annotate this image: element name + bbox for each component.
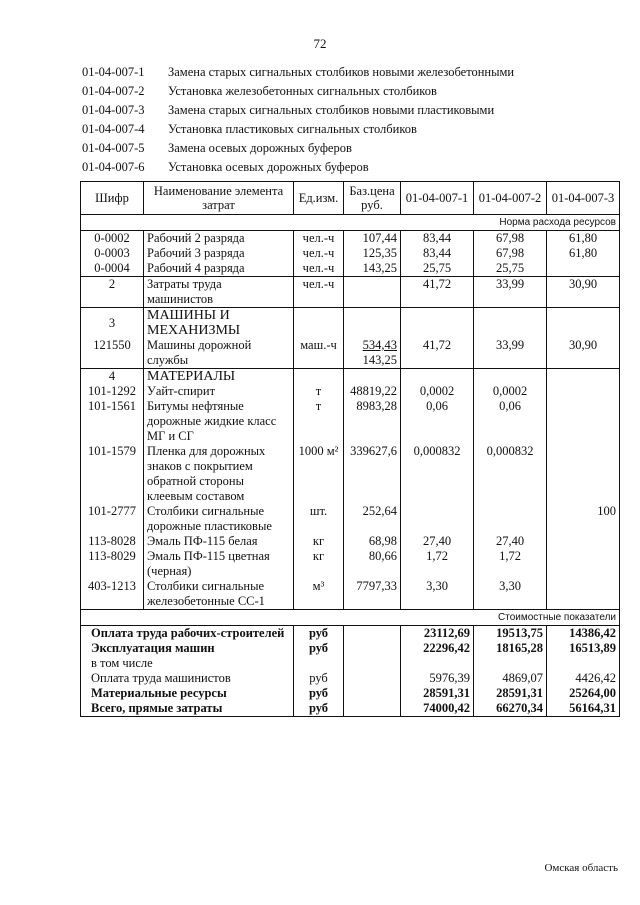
machine-price-bottom: 143,25	[362, 353, 397, 367]
code-item: 01-04-007-6 Установка осевых дорожных буферов	[82, 160, 369, 174]
resource-table	[80, 181, 620, 717]
table-header	[81, 182, 620, 215]
code-item: 01-04-007-4 Установка пластиковых сигнальных столбиков	[82, 122, 417, 136]
header-name: Наименование элемента затрат	[144, 182, 294, 215]
code-item: 01-04-007-1 Замена старых сигнальных столбиков новыми железобетонными	[82, 65, 515, 79]
section-2-row: 2 Затраты труда машинистов чел.-ч 41,72 33,99 30,90	[81, 277, 620, 308]
header-price: Баз.цена руб.	[344, 182, 401, 215]
table-row: 0-0004 Рабочий 4 разряда чел.-ч 143,25 25,75 25,75	[81, 261, 620, 277]
header-cipher: Шифр	[81, 182, 144, 215]
totals-row: Оплата труда рабочих-строителей руб 23112,69 19513,75 14386,42	[81, 626, 620, 642]
header-col-3: 01-04-007-3	[547, 182, 620, 215]
section-4-header: 4 МАТЕРИАЛЫ	[81, 369, 620, 385]
totals-row: Всего, прямые затраты руб 74000,42 66270,34 56164,31	[81, 701, 620, 717]
table-row: 101-2777 Столбики сигнальные дорожные пластиковые шт. 252,64 100	[81, 504, 620, 534]
cost-subheader: Стоимостные показатели	[81, 610, 620, 626]
table-row: 101-1292 Уайт-спирит т 48819,22 0,0002 0,0002	[81, 384, 620, 399]
norm-subheader: Норма расхода ресурсов	[81, 215, 620, 231]
footer-region: Омская область	[544, 862, 618, 874]
code-item: 01-04-007-5 Замена осевых дорожных буферов	[82, 141, 352, 155]
table-row: 101-1561 Битумы нефтяные дорожные жидкие класс МГ и СГ т 8983,28 0,06 0,06	[81, 399, 620, 444]
table-row: 0-0002 Рабочий 2 разряда чел.-ч 107,44 83,44 67,98 61,80	[81, 231, 620, 247]
page-number: 72	[313, 36, 327, 51]
table-row: 101-1579 Пленка для дорожных знаков с покрытием обратной стороны клеевым составом 1000 м² 339627,6 0,000832 0,000832	[81, 444, 620, 504]
totals-subnote: в том числе	[91, 656, 153, 670]
code-item: 01-04-007-3 Замена старых сигнальных столбиков новыми пластиковыми	[82, 103, 495, 117]
table-row: 113-8029 Эмаль ПФ-115 цветная (черная) кг 80,66 1,72 1,72	[81, 549, 620, 579]
table-row: 0-0003 Рабочий 3 разряда чел.-ч 125,35 83,44 67,98 61,80	[81, 246, 620, 261]
header-col-2: 01-04-007-2	[474, 182, 547, 215]
header-col-1: 01-04-007-1	[401, 182, 474, 215]
header-unit: Ед.изм.	[294, 182, 344, 215]
table-row: 403-1213 Столбики сигнальные железобетонные СС-1 м³ 7797,33 3,30 3,30	[81, 579, 620, 610]
code-list	[82, 63, 514, 177]
code-item: 01-04-007-2 Установка железобетонных сигнальных столбиков	[82, 84, 437, 98]
machine-price-top: 534,43	[362, 338, 397, 352]
table-row: 113-8028 Эмаль ПФ-115 белая кг 68,98 27,40 27,40	[81, 534, 620, 549]
totals-row: Эксплуатация машин в том числе руб 22296,42 18165,28 16513,89	[81, 641, 620, 671]
totals-row: Оплата труда машинистов руб 5976,39 4869,07 4426,42	[81, 671, 620, 686]
totals-row: Материальные ресурсы руб 28591,31 28591,31 25264,00	[81, 686, 620, 701]
section-3-header: 3 МАШИНЫ И МЕХАНИЗМЫ	[81, 308, 620, 339]
table-row: 121550 Машины дорожной службы маш.-ч 534,43 143,25 41,72 33,99 30,90	[81, 338, 620, 369]
